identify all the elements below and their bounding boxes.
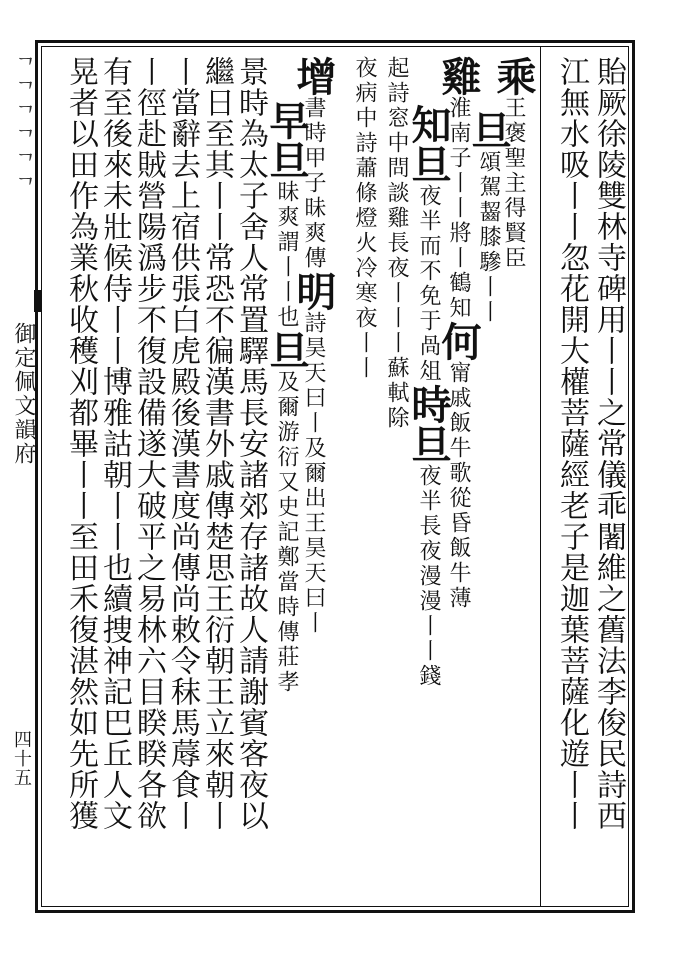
text-column-11: 景時為太子舍人常置驛馬長安諸郊存諸故人請謝賓客夜以 <box>233 56 268 831</box>
entry-head: 時旦 <box>405 384 452 464</box>
text-column-4: 旦頌駕齧膝驂丨丨 <box>465 110 512 325</box>
page-number: 四十五 <box>11 730 32 787</box>
text-column-6: 知旦夜半而不免于咼俎時旦夜半長夜漫漫丨丨錢 <box>405 104 452 689</box>
entry-head: 知旦 <box>405 104 452 184</box>
text-column-12: 繼日至其丨丨常恐不徧漢書外戚傳楚思王衍朝王立來朝丨 <box>199 56 234 831</box>
text-column-3: 乘王褒聖主得賢臣 <box>490 56 537 271</box>
margin-top-text: ᄀᄀᄀᄀᄀᄀ <box>11 56 36 200</box>
entry-head: 明 <box>290 271 337 311</box>
text-column-5: 雞淮南子丨丨將丨鶴知何甯戚飯牛歌從昏飯牛薄 <box>435 56 482 611</box>
entry-head: 何 <box>435 321 482 361</box>
text-column-14: 丨徑赴賊營陽潙步不復設備遂大破平之易林六目睽睽各欲 <box>131 56 166 831</box>
text-column-2: 江無水吸丨丨忽花開大權菩薩經老子是迦葉菩薩化遊丨丨 <box>554 56 589 831</box>
book-title: 御定佩文韻府 <box>11 322 36 466</box>
fishtail-mark <box>34 290 42 312</box>
entry-head: 旦 <box>263 330 310 370</box>
entry-head: 增 <box>290 56 337 96</box>
entry-head: 旦 <box>465 110 512 150</box>
entry-head: 乘 <box>490 56 537 96</box>
text-column-15: 有至後來未壯候侍丨丨博雅詁朝丨丨也續捜神記巴丘人文 <box>97 56 132 831</box>
entry-head: 早旦 <box>263 100 310 180</box>
text-column-9: 增書時甲子昧爽傳明詩昊天曰丨及爾出王昊天曰丨 <box>290 56 337 636</box>
text-column-1: 貽厥徐陵雙林寺碑用丨丨之常儀乖闍維之舊法李俊民詩西 <box>591 56 626 831</box>
entry-head: 雞 <box>435 56 482 96</box>
text-column-7: 起詩窓中問談雞長夜丨丨丨蘇軾除 <box>384 56 409 431</box>
text-column-8: 夜病中詩蕭條燈火冷寒夜丨丨 <box>352 56 377 381</box>
text-column-10: 早旦昧爽謂丨丨也旦及爾游衍又史記鄭當時傳莊孝 <box>263 100 310 695</box>
text-column-16: 晃者以田作為業秋收穫刈都畢丨丨至田禾復湛然如先所獲 <box>63 56 98 831</box>
column-rule <box>540 46 541 907</box>
text-column-13: 丨當辭去上宿供張白虎殿後漢書度尚傳尚敕令秣馬蓐食丨 <box>165 56 200 831</box>
